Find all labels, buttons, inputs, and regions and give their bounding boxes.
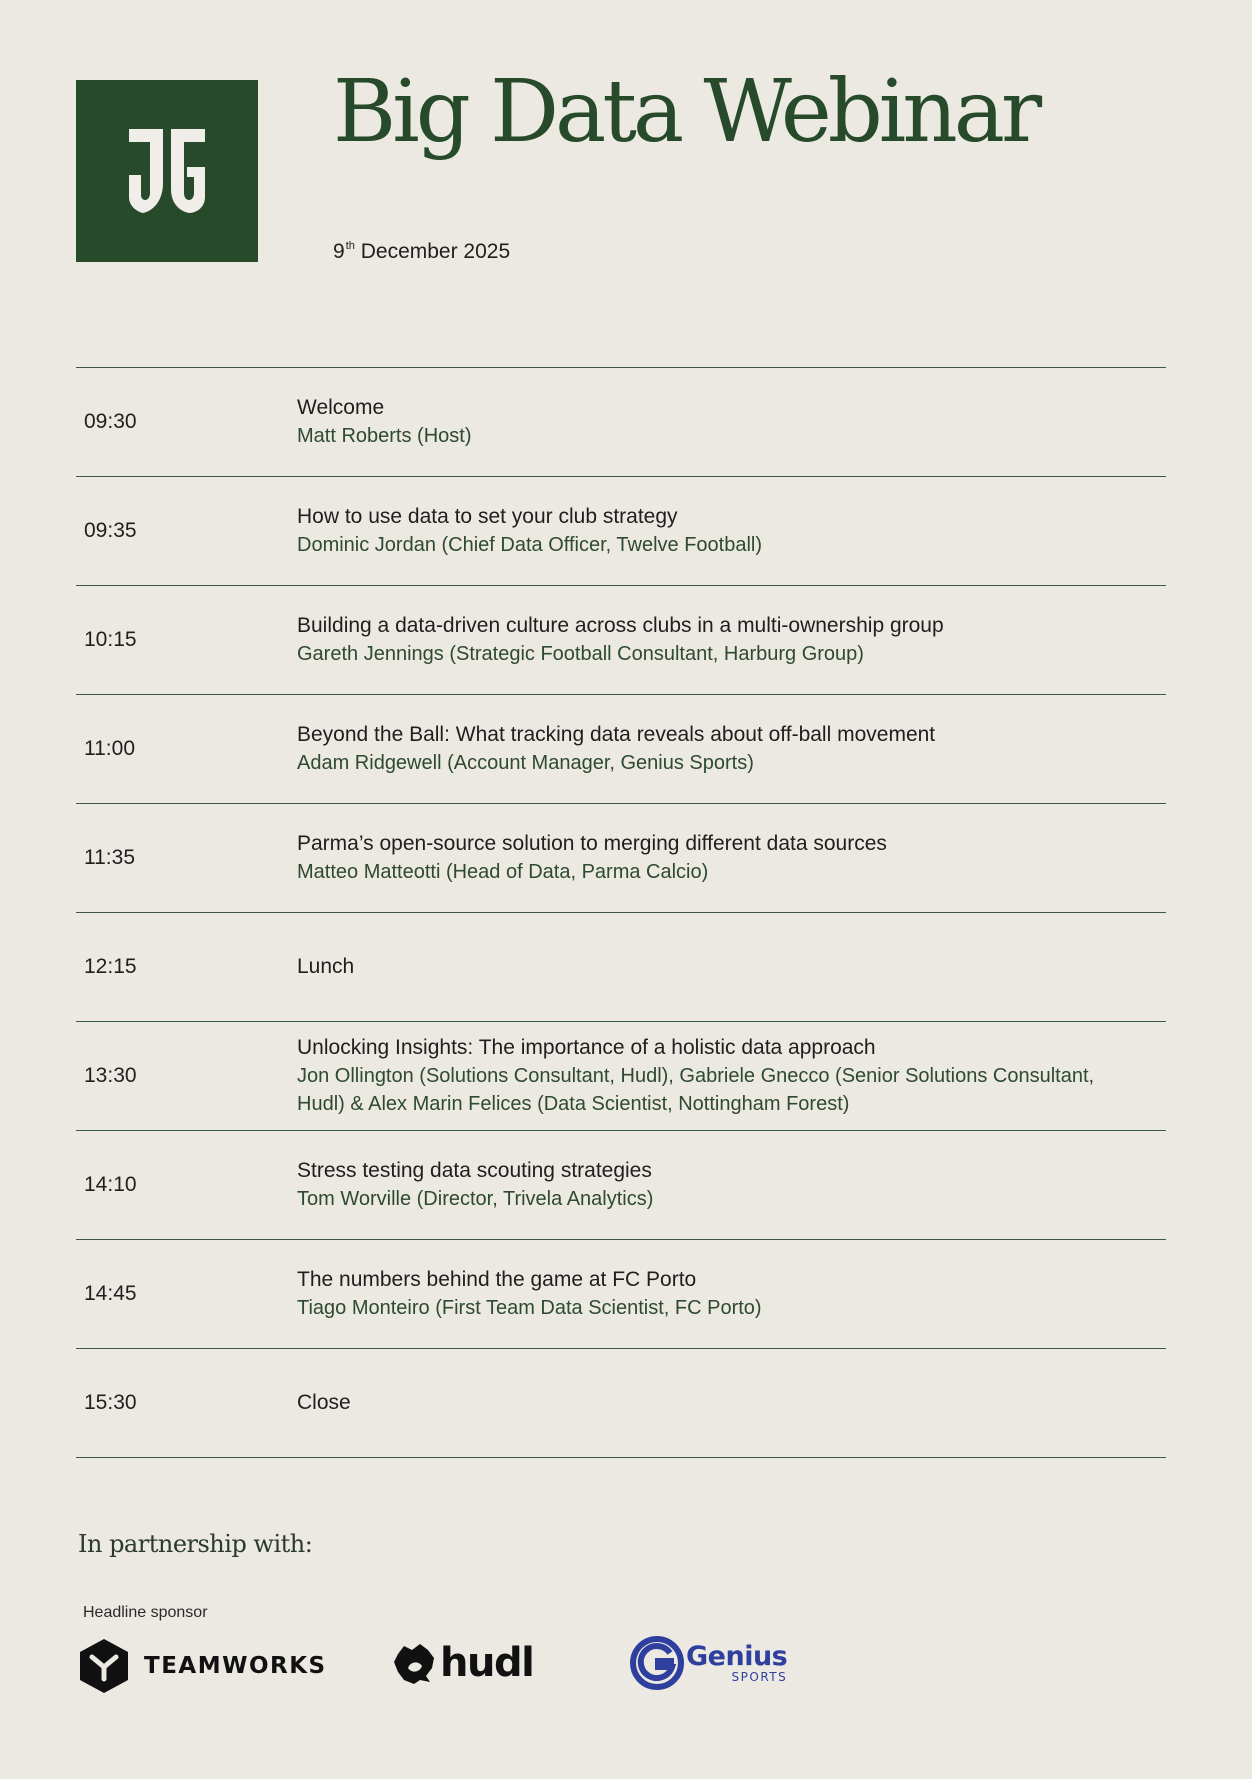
partnership-heading: In partnership with:	[78, 1530, 313, 1558]
agenda-row	[76, 477, 1166, 586]
club-logo	[76, 80, 258, 262]
genius-subtitle: SPORTS	[731, 1670, 788, 1684]
session-time: 13:30	[84, 1064, 137, 1087]
session-speakers: Matt Roberts (Host)	[297, 425, 472, 447]
session-time: 11:00	[84, 737, 135, 760]
session-speakers: Gareth Jennings (Strategic Football Consultant, Harburg Group)	[297, 643, 864, 665]
session-time: 09:30	[84, 410, 137, 433]
session-time: 14:10	[84, 1173, 137, 1196]
session-title: Unlocking Insights: The importance of a holistic data approach	[297, 1036, 876, 1059]
agenda-row	[76, 804, 1166, 913]
agenda-row	[76, 368, 1166, 477]
session-title: Close	[297, 1391, 351, 1414]
headline-sponsor-label: Headline sponsor	[83, 1604, 208, 1621]
session-time: 09:35	[84, 519, 137, 542]
genius-wordmark: Genius	[686, 1641, 788, 1672]
session-title: Beyond the Ball: What tracking data reveals about off-ball movement	[297, 723, 936, 746]
hudl-logo-icon	[392, 1640, 438, 1686]
session-speakers: Tom Worville (Director, Trivela Analytics)	[297, 1188, 654, 1210]
session-time: 15:30	[84, 1391, 137, 1414]
session-time: 14:45	[84, 1282, 137, 1305]
session-speakers: Matteo Matteotti (Head of Data, Parma Calcio)	[297, 861, 709, 883]
genius-logo-icon	[630, 1636, 684, 1690]
teamworks-logo	[78, 1638, 327, 1694]
agenda-row	[76, 913, 1166, 1022]
session-title: Stress testing data scouting strategies	[297, 1159, 652, 1182]
genius-sports-logo	[630, 1636, 787, 1690]
session-title: The numbers behind the game at FC Porto	[297, 1268, 697, 1291]
session-time: 10:15	[84, 628, 137, 651]
session-title: Building a data-driven culture across clubs in a multi-ownership group	[297, 614, 944, 637]
club-crest-icon	[125, 125, 209, 217]
session-speakers: Dominic Jordan (Chief Data Officer, Twelve Football)	[297, 534, 763, 556]
hudl-logo	[392, 1640, 533, 1686]
session-title: How to use data to set your club strategy	[297, 505, 678, 528]
session-speakers: Tiago Monteiro (First Team Data Scientist, FC Porto)	[297, 1297, 762, 1319]
hudl-wordmark: hudl	[440, 1640, 534, 1686]
agenda-row	[76, 1349, 1166, 1458]
agenda-row	[76, 695, 1166, 804]
session-title: Welcome	[297, 396, 385, 419]
session-speakers: Adam Ridgewell (Account Manager, Genius Sports)	[297, 752, 754, 774]
agenda-table	[76, 367, 1166, 1458]
session-time: 12:15	[84, 955, 137, 978]
event-date: 9th December 2025	[333, 240, 511, 263]
session-title: Parma’s open-source solution to merging different data sources	[297, 832, 887, 855]
session-time: 11:35	[84, 846, 135, 869]
agenda-row	[76, 1131, 1166, 1240]
session-title: Lunch	[297, 955, 355, 978]
agenda-row	[76, 1240, 1166, 1349]
agenda-row	[76, 1022, 1166, 1131]
session-speakers: Jon Ollington (Solutions Consultant, Hudl), Gabriele Gnecco (Senior Solutions Consultant, Hudl) & Alex Marin Felices (Data Scientist, Nottingham Forest)	[297, 1065, 1095, 1115]
page-title: Big Data Webinar	[333, 62, 1039, 162]
teamworks-wordmark: TEAMWORKS	[144, 1653, 327, 1679]
teamworks-logo-icon	[78, 1638, 130, 1694]
agenda-row	[76, 586, 1166, 695]
